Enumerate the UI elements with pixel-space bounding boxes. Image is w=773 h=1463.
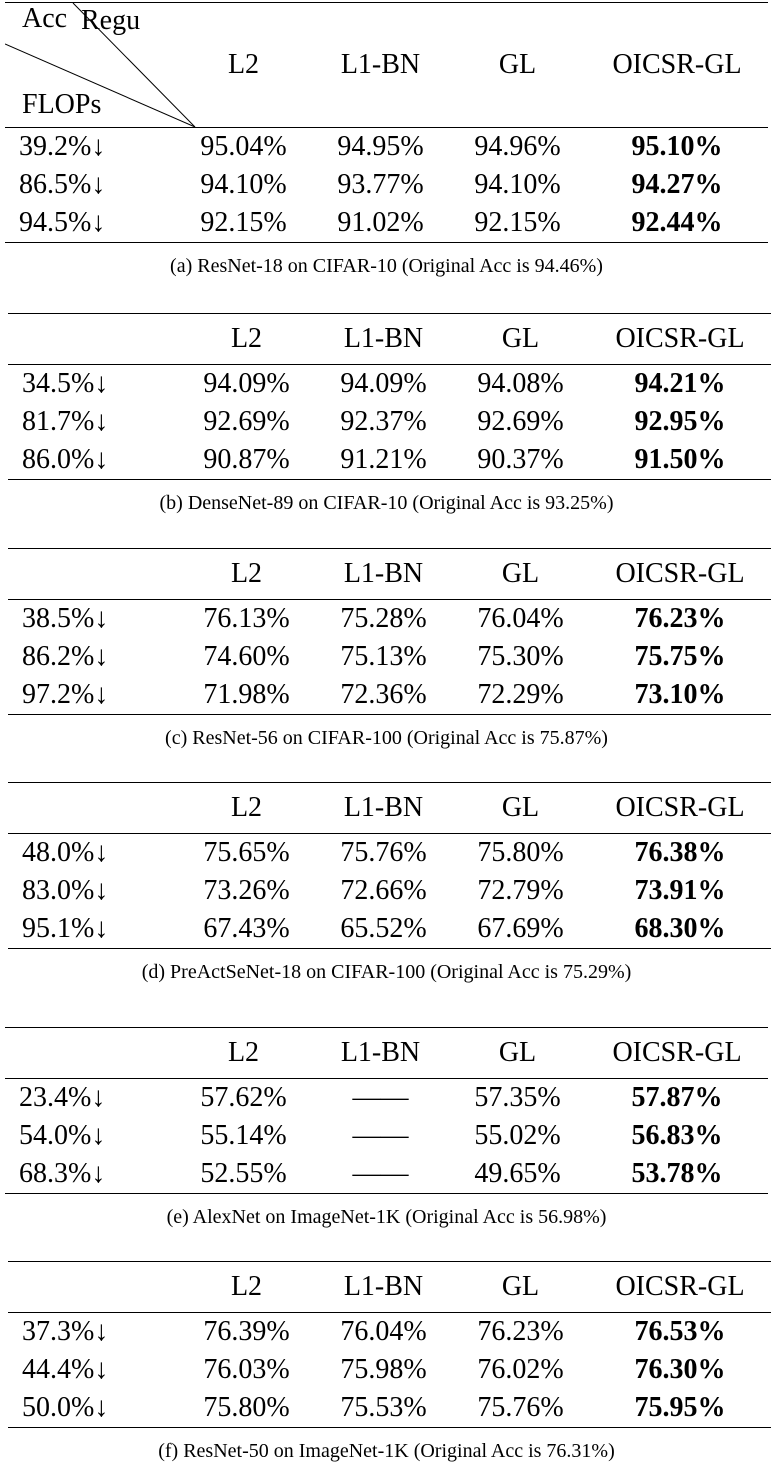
accuracy-cell: 72.29%: [477, 679, 564, 710]
table-row: [8, 676, 771, 715]
flops-reduction-cell: 86.2%↓: [22, 641, 109, 672]
accuracy-cell: 92.69%: [477, 406, 564, 437]
flops-reduction-cell: 86.0%↓: [22, 444, 109, 475]
accuracy-cell: 92.44%: [631, 207, 723, 238]
accuracy-cell: 75.98%: [340, 1354, 427, 1385]
accuracy-cell: 94.09%: [340, 368, 427, 399]
flops-reduction-cell: 44.4%↓: [22, 1354, 109, 1385]
accuracy-cell: ——: [352, 1082, 409, 1113]
table-caption: (e) AlexNet on ImageNet-1K (Original Acc is 56.98%): [166, 1206, 607, 1228]
table-row: [5, 166, 768, 204]
accuracy-cell: 92.37%: [340, 406, 427, 437]
table-block-d: [8, 782, 765, 984]
accuracy-cell: 75.30%: [477, 641, 564, 672]
table-row: [8, 1351, 771, 1389]
accuracy-cell: 92.95%: [634, 406, 726, 437]
accuracy-cell: 75.75%: [634, 641, 726, 672]
table-row: [8, 403, 771, 441]
flops-reduction-cell: 68.3%↓: [19, 1158, 106, 1189]
table-row: [5, 1155, 768, 1194]
column-header: L2: [230, 323, 263, 354]
accuracy-cell: 68.30%: [634, 913, 726, 944]
accuracy-cell: 94.10%: [474, 169, 561, 200]
column-header: GL: [501, 1271, 540, 1302]
flops-reduction-cell: 38.5%↓: [22, 603, 109, 634]
flops-reduction-cell: 48.0%↓: [22, 837, 109, 868]
header-row: [8, 549, 771, 600]
column-header: L2: [227, 1037, 260, 1068]
table-caption: (b) DenseNet-89 on CIFAR-10 (Original Acc is 93.25%): [159, 492, 614, 514]
accuracy-cell: 73.91%: [634, 875, 726, 906]
accuracy-cell: 57.35%: [474, 1082, 561, 1113]
accuracy-cell: 76.03%: [203, 1354, 290, 1385]
header-row: [8, 783, 771, 834]
accuracy-cell: 92.69%: [203, 406, 290, 437]
corner-cell: [8, 1262, 178, 1313]
accuracy-cell: 94.09%: [203, 368, 290, 399]
accuracy-cell: 74.60%: [203, 641, 290, 672]
accuracy-cell: 57.87%: [631, 1082, 723, 1113]
accuracy-cell: 76.02%: [477, 1354, 564, 1385]
accuracy-cell: 75.80%: [477, 837, 564, 868]
column-header: L1-BN: [343, 558, 424, 589]
flops-reduction-cell: 94.5%↓: [19, 207, 106, 238]
column-header: GL: [498, 1037, 537, 1068]
table-caption: (c) ResNet-56 on CIFAR-100 (Original Acc is 75.87%): [165, 727, 608, 749]
flops-reduction-cell: 86.5%↓: [19, 169, 106, 200]
accuracy-cell: 72.79%: [477, 875, 564, 906]
accuracy-cell: 75.65%: [203, 837, 290, 868]
accuracy-cell: 72.36%: [340, 679, 427, 710]
table-row: [5, 1117, 768, 1155]
results-table: [5, 2, 768, 243]
table-row: [8, 441, 771, 480]
table-row: [5, 204, 768, 243]
accuracy-cell: 92.15%: [474, 207, 561, 238]
accuracy-cell: 95.04%: [200, 131, 287, 162]
header-row: [5, 1028, 768, 1079]
accuracy-cell: 67.69%: [477, 913, 564, 944]
accuracy-cell: 71.98%: [203, 679, 290, 710]
column-header: L2: [230, 792, 263, 823]
table-row: [8, 365, 771, 404]
accuracy-cell: 94.95%: [337, 131, 424, 162]
table-row: [5, 1079, 768, 1118]
table-caption: (d) PreActSeNet-18 on CIFAR-100 (Original Acc is 75.29%): [141, 961, 632, 983]
table-caption: (a) ResNet-18 on CIFAR-10 (Original Acc is 94.46%): [170, 255, 603, 277]
column-header: L2: [230, 558, 263, 589]
accuracy-cell: 57.62%: [200, 1082, 287, 1113]
corner-cell: [5, 3, 175, 128]
column-header: OICSR-GL: [615, 558, 745, 589]
corner-cell: [8, 314, 178, 365]
table-block-a: [5, 2, 768, 278]
column-header: OICSR-GL: [615, 792, 745, 823]
accuracy-cell: 94.21%: [634, 368, 726, 399]
corner-acc-label: Acc: [22, 3, 68, 34]
accuracy-cell: 67.43%: [203, 913, 290, 944]
flops-reduction-cell: 37.3%↓: [22, 1316, 109, 1347]
column-header: GL: [498, 49, 537, 80]
accuracy-cell: 94.10%: [200, 169, 287, 200]
accuracy-cell: ——: [352, 1158, 409, 1189]
column-header: OICSR-GL: [615, 1271, 745, 1302]
table-row: [8, 1313, 771, 1352]
accuracy-cell: 75.76%: [477, 1392, 564, 1423]
accuracy-cell: 76.04%: [340, 1316, 427, 1347]
accuracy-cell: 73.10%: [634, 679, 726, 710]
accuracy-cell: 76.39%: [203, 1316, 290, 1347]
flops-reduction-cell: 81.7%↓: [22, 406, 109, 437]
accuracy-cell: 90.87%: [203, 444, 290, 475]
table-row: [8, 1389, 771, 1428]
column-header: L2: [227, 49, 260, 80]
table-row: [8, 910, 771, 949]
column-header: OICSR-GL: [612, 49, 742, 80]
accuracy-cell: 75.76%: [340, 837, 427, 868]
column-header: L1-BN: [343, 792, 424, 823]
flops-reduction-cell: 39.2%↓: [19, 131, 106, 162]
accuracy-cell: 76.23%: [634, 603, 726, 634]
accuracy-cell: 55.14%: [200, 1120, 287, 1151]
header-row: [5, 3, 768, 128]
header-row: [8, 1262, 771, 1313]
accuracy-cell: 56.83%: [631, 1120, 723, 1151]
table-row: [8, 638, 771, 676]
accuracy-cell: 76.23%: [477, 1316, 564, 1347]
accuracy-cell: 92.15%: [200, 207, 287, 238]
accuracy-cell: 91.21%: [340, 444, 427, 475]
corner-cell: [8, 549, 178, 600]
corner-cell: [8, 783, 178, 834]
accuracy-cell: ——: [352, 1120, 409, 1151]
accuracy-cell: 75.95%: [634, 1392, 726, 1423]
accuracy-cell: 76.04%: [477, 603, 564, 634]
results-table: [8, 1261, 771, 1428]
accuracy-cell: 91.50%: [634, 444, 726, 475]
table-caption: (f) ResNet-50 on ImageNet-1K (Original Acc is 76.31%): [158, 1440, 615, 1462]
results-table: [8, 548, 771, 715]
table-block-f: [8, 1261, 765, 1463]
accuracy-cell: 94.08%: [477, 368, 564, 399]
flops-reduction-cell: 83.0%↓: [22, 875, 109, 906]
flops-reduction-cell: 50.0%↓: [22, 1392, 109, 1423]
flops-reduction-cell: 54.0%↓: [19, 1120, 106, 1151]
accuracy-cell: 75.53%: [340, 1392, 427, 1423]
corner-flops-label: FLOPs: [22, 89, 102, 120]
accuracy-cell: 90.37%: [477, 444, 564, 475]
column-header: GL: [501, 558, 540, 589]
table-row: [8, 600, 771, 639]
table-row: [5, 128, 768, 167]
accuracy-cell: 75.13%: [340, 641, 427, 672]
flops-reduction-cell: 23.4%↓: [19, 1082, 106, 1113]
table-block-c: [8, 548, 765, 750]
accuracy-cell: 52.55%: [200, 1158, 287, 1189]
flops-reduction-cell: 97.2%↓: [22, 679, 109, 710]
accuracy-cell: 76.38%: [634, 837, 726, 868]
accuracy-cell: 73.26%: [203, 875, 290, 906]
results-table: [8, 782, 771, 949]
accuracy-cell: 55.02%: [474, 1120, 561, 1151]
accuracy-cell: 65.52%: [340, 913, 427, 944]
column-header: L1-BN: [340, 1037, 421, 1068]
column-header: GL: [501, 792, 540, 823]
column-header: L2: [230, 1271, 263, 1302]
accuracy-cell: 75.80%: [203, 1392, 290, 1423]
corner-cell: [5, 1028, 175, 1079]
results-table: [5, 1027, 768, 1194]
accuracy-cell: 49.65%: [474, 1158, 561, 1189]
accuracy-cell: 91.02%: [337, 207, 424, 238]
accuracy-cell: 76.30%: [634, 1354, 726, 1385]
accuracy-cell: 76.13%: [203, 603, 290, 634]
table-block-e: [5, 1027, 768, 1229]
accuracy-cell: 53.78%: [631, 1158, 723, 1189]
corner-regu-label: Regu: [81, 5, 141, 36]
header-row: [8, 314, 771, 365]
accuracy-cell: 94.96%: [474, 131, 561, 162]
column-header: L1-BN: [343, 323, 424, 354]
table-block-b: [8, 313, 765, 515]
table-row: [8, 872, 771, 910]
accuracy-cell: 93.77%: [337, 169, 424, 200]
flops-reduction-cell: 95.1%↓: [22, 913, 109, 944]
accuracy-cell: 95.10%: [631, 131, 723, 162]
column-header: GL: [501, 323, 540, 354]
column-header: L1-BN: [343, 1271, 424, 1302]
accuracy-cell: 72.66%: [340, 875, 427, 906]
results-table: [8, 313, 771, 480]
accuracy-cell: 76.53%: [634, 1316, 726, 1347]
table-row: [8, 834, 771, 873]
column-header: L1-BN: [340, 49, 421, 80]
accuracy-cell: 94.27%: [631, 169, 723, 200]
column-header: OICSR-GL: [615, 323, 745, 354]
accuracy-cell: 75.28%: [340, 603, 427, 634]
column-header: OICSR-GL: [612, 1037, 742, 1068]
flops-reduction-cell: 34.5%↓: [22, 368, 109, 399]
